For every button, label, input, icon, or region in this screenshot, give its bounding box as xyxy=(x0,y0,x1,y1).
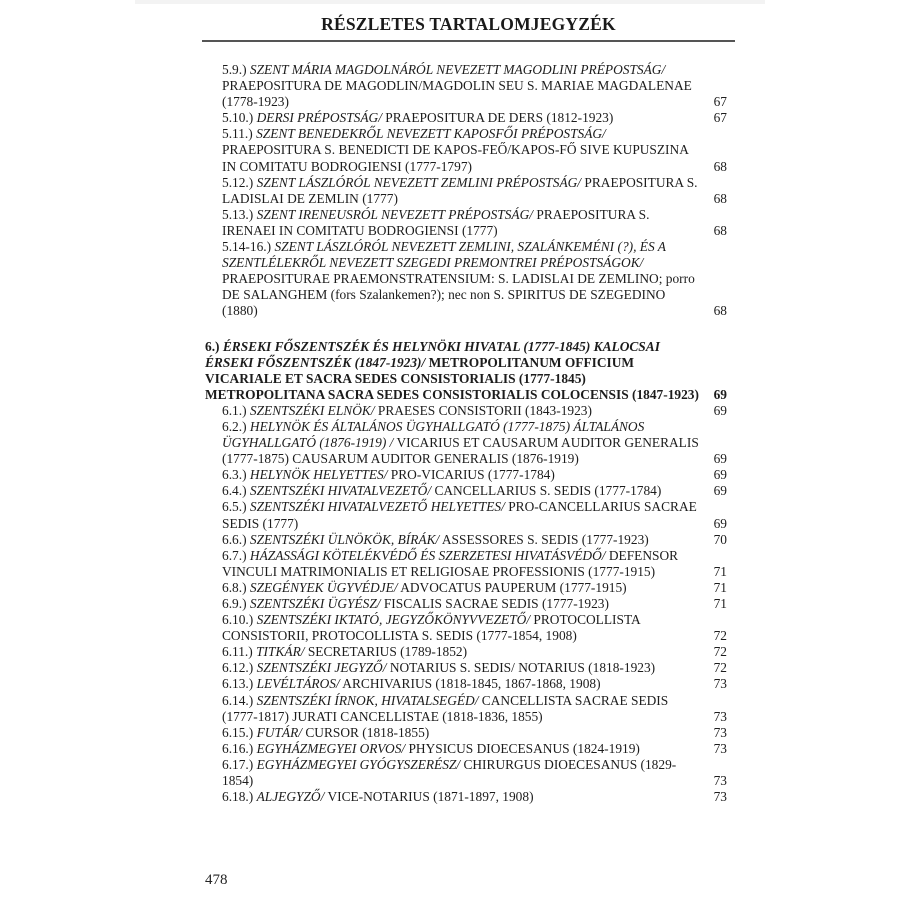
section-6-entries xyxy=(205,403,727,805)
entry-page: 67 xyxy=(713,94,727,110)
entry-page: 69 xyxy=(713,483,727,499)
entry-number: 5.10.) xyxy=(222,110,254,126)
entry-page: 69 xyxy=(713,515,727,531)
toc-entry[interactable] xyxy=(205,110,727,126)
entry-title-hungarian: FUTÁR/ xyxy=(256,724,302,740)
entry-number: 6.16.) xyxy=(222,740,254,756)
toc-entry[interactable] xyxy=(205,403,727,419)
entry-title-hungarian: EGYHÁZMEGYEI ORVOS/ xyxy=(256,740,406,756)
toc-entry[interactable] xyxy=(205,741,727,757)
toc-entry[interactable] xyxy=(205,207,727,239)
entry-page: 71 xyxy=(713,579,727,595)
entry-title-latin: FISCALIS SACRAE SEDIS (1777-1923) xyxy=(383,596,609,611)
entry-page: 73 xyxy=(713,676,727,692)
entry-title-hungarian: LEVÉLTÁROS/ xyxy=(256,676,340,692)
entry-title-latin: VICARIUS ET CAUSARUM AUDITOR GENERALIS (1777-1875) CAUSARUM AUDITOR GENERALIS (1876-1919) xyxy=(222,435,699,467)
entry-number: 6.13.) xyxy=(222,676,254,692)
scan-edge xyxy=(135,0,765,4)
entry-title-latin: PRAEPOSITURAE PRAEMONSTRATENSIUM: S. LADISLAI DE ZEMLINO; porro DE SALANGHEM (fors Szalankemen?); nec non S. SPIRITUS DE SZEGEDINO (1880) xyxy=(222,271,695,319)
entry-title-hungarian: SZENTSZÉKI HIVATALVEZETŐ/ xyxy=(249,483,432,499)
entry-title-hungarian: SZENTSZÉKI JEGYZŐ/ xyxy=(256,660,387,676)
toc-entry[interactable] xyxy=(205,693,727,725)
entry-page: 71 xyxy=(713,563,727,579)
entry-number: 6.8.) xyxy=(222,579,247,595)
entry-title-hungarian: SZENTSZÉKI ÍRNOK, HIVATALSEGÉD/ xyxy=(256,692,479,708)
entry-number: 6.18.) xyxy=(222,789,254,805)
entry-title-latin: VICE-NOTARIUS (1871-1897, 1908) xyxy=(327,789,534,805)
entry-number: 6.4.) xyxy=(222,483,247,499)
entry-title-hungarian: ALJEGYZŐ/ xyxy=(256,789,325,805)
toc-entry[interactable] xyxy=(205,789,727,805)
entry-page: 68 xyxy=(713,190,727,206)
entry-number: 6.5.) xyxy=(222,499,247,515)
entry-number: 6.6.) xyxy=(222,531,247,547)
toc-entry[interactable] xyxy=(205,725,727,741)
entry-title-hungarian: ÉRSEKI FŐSZENTSZÉK ÉS HELYNÖKI HIVATAL (1777-1845) KALOCSAI ÉRSEKI FŐSZENTSZÉK (1847-1923)/ xyxy=(205,338,660,370)
entry-title-latin: CURSOR (1818-1855) xyxy=(305,724,430,740)
entry-title-hungarian: SZENT LÁSZLÓRÓL NEVEZETT ZEMLINI, SZALÁNKEMÉNI (?), ÉS A SZENTLÉLEKRŐL NEVEZETT SZEGEDI PREMONTREI PRÉPOSTSÁGOK/ xyxy=(222,239,666,271)
entry-title-latin: DEFENSOR VINCULI MATRIMONIALIS ET RELIGIOSAE PROFESSIONIS (1777-1915) xyxy=(222,547,679,579)
entry-title-hungarian: SZENTSZÉKI ÜLNÖKÖK, BÍRÁK/ xyxy=(249,531,440,547)
entry-title-latin: PROTOCOLLISTA CONSISTORII, PROTOCOLLISTA S. SEDIS (1777-1854, 1908) xyxy=(222,612,640,644)
entry-number: 6.11.) xyxy=(222,644,253,660)
entry-title-hungarian: SZENT MÁRIA MAGDOLNÁRÓL NEVEZETT MAGODLINI PRÉPOSTSÁG/ xyxy=(249,62,666,77)
entry-title-hungarian: HELYNÖK ÉS ÁLTALÁNOS ÜGYHALLGATÓ (1777-1875) ÁLTALÁNOS ÜGYHALLGATÓ (1876-1919) / xyxy=(222,418,645,451)
entry-title-hungarian: HELYNÖK HELYETTES/ xyxy=(249,467,388,483)
entry-page: 72 xyxy=(713,660,727,676)
toc-entry[interactable] xyxy=(205,548,727,580)
entry-title-hungarian: HÁZASSÁGI KÖTELÉKVÉDŐ ÉS SZERZETESI HIVATÁSVÉDŐ/ xyxy=(249,547,606,563)
entry-number: 6.15.) xyxy=(222,724,254,740)
entry-page: 73 xyxy=(713,773,727,789)
entry-title-hungarian: SZENT LÁSZLÓRÓL NEVEZETT ZEMLINI PRÉPOSTSÁG/ xyxy=(256,174,582,190)
toc-entry[interactable] xyxy=(205,580,727,596)
entry-title-latin: PRAEPOSITURA S. BENEDICTI DE KAPOS-FEŐ/KAPOS-FŐ SIVE KUPUSZINA IN COMITATU BODROGIENSI (1777-1797) xyxy=(222,142,689,174)
entry-number: 5.9.) xyxy=(222,62,247,77)
entry-page: 71 xyxy=(713,596,727,611)
entry-title-hungarian: DERSI PRÉPOSTSÁG/ xyxy=(256,110,382,126)
toc-entry[interactable] xyxy=(205,483,727,499)
entry-title-latin: ADVOCATUS PAUPERUM (1777-1915) xyxy=(400,579,627,595)
toc-entry[interactable] xyxy=(205,62,727,110)
section-5-entries xyxy=(205,62,727,320)
entry-page: 69 xyxy=(713,402,727,418)
entry-number: 6.12.) xyxy=(222,660,254,676)
toc-entry[interactable] xyxy=(205,660,727,676)
entry-title-latin: PRAEPOSITURA DE MAGODLIN/MAGDOLIN SEU S. MARIAE MAGDALENAE (1778-1923) xyxy=(222,78,692,110)
entry-title-hungarian: SZENTSZÉKI ÜGYÉSZ/ xyxy=(249,596,381,611)
entry-title-hungarian: EGYHÁZMEGYEI GYÓGYSZERÉSZ/ xyxy=(256,756,461,772)
entry-page: 69 xyxy=(713,386,727,402)
entry-page: 67 xyxy=(713,110,727,126)
entry-title-latin: SECRETARIUS (1789-1852) xyxy=(307,644,468,660)
entry-title-latin: METROPOLITANUM OFFICIUM VICARIALE ET SACRA SEDES CONSISTORIALIS (1777-1845) METROPOLITANA SACRA SEDES CONSISTORIALIS COLOCENSIS (1847-1923) xyxy=(205,354,699,402)
toc-entry[interactable] xyxy=(205,499,727,531)
entry-page: 69 xyxy=(713,451,727,467)
entry-number: 5.11.) xyxy=(222,126,253,142)
entry-title-latin: PRAEPOSITURA DE DERS (1812-1923) xyxy=(385,110,614,126)
page-number: 478 xyxy=(205,872,228,888)
entry-page: 68 xyxy=(713,222,727,238)
entry-page: 73 xyxy=(713,789,727,805)
entry-page: 68 xyxy=(713,158,727,174)
entry-number: 5.14-16.) xyxy=(222,239,272,255)
entry-title-latin: PRAEPOSITURA S. IRENAEI IN COMITATU BODROGIENSI (1777) xyxy=(222,206,650,238)
entry-number: 6.3.) xyxy=(222,467,247,483)
entry-title-hungarian: SZEGÉNYEK ÜGYVÉDJE/ xyxy=(249,579,398,595)
entry-title-latin: PRO-CANCELLARIUS SACRAE SEDIS (1777) xyxy=(222,499,697,531)
entry-title-hungarian: SZENTSZÉKI HIVATALVEZETŐ HELYETTES/ xyxy=(249,499,505,515)
entry-number: 6.) xyxy=(205,338,220,354)
toc-entry[interactable] xyxy=(205,239,727,319)
entry-number: 6.1.) xyxy=(222,402,247,418)
entry-number: 6.14.) xyxy=(222,692,254,708)
entry-page: 72 xyxy=(713,628,727,644)
entry-page: 73 xyxy=(713,740,727,756)
entry-page: 73 xyxy=(713,724,727,740)
toc-entry[interactable] xyxy=(205,175,727,207)
entry-title-latin: ARCHIVARIUS (1818-1845, 1867-1868, 1908) xyxy=(342,676,601,692)
toc-entry[interactable] xyxy=(205,676,727,692)
entry-title-hungarian: SZENTSZÉKI ELNÖK/ xyxy=(249,402,375,418)
entry-title-latin: PRO-VICARIUS (1777-1784) xyxy=(390,467,555,483)
entry-number: 6.17.) xyxy=(222,756,254,772)
entry-title-latin: ASSESSORES S. SEDIS (1777-1923) xyxy=(441,531,649,547)
page-title: RÉSZLETES TARTALOMJEGYZÉK xyxy=(321,14,616,34)
toc-entry[interactable] xyxy=(205,467,727,483)
entry-number: 6.9.) xyxy=(222,596,247,611)
toc-entry[interactable] xyxy=(205,126,727,174)
title-rule xyxy=(202,40,735,42)
entry-page: 69 xyxy=(713,467,727,483)
table-of-contents xyxy=(205,62,727,805)
entry-page: 70 xyxy=(713,531,727,547)
section-6-heading[interactable] xyxy=(205,339,727,403)
entry-title-latin: CANCELLARIUS S. SEDIS (1777-1784) xyxy=(434,483,662,499)
toc-entry[interactable] xyxy=(205,419,727,467)
toc-entry[interactable] xyxy=(205,644,727,660)
entry-title-latin: PHYSICUS DIOECESANUS (1824-1919) xyxy=(408,740,640,756)
entry-title-latin: PRAESES CONSISTORII (1843-1923) xyxy=(377,402,592,418)
entry-title-hungarian: SZENT IRENEUSRÓL NEVEZETT PRÉPOSTSÁG/ xyxy=(256,206,534,222)
entry-number: 6.7.) xyxy=(222,547,247,563)
toc-entry[interactable] xyxy=(205,757,727,789)
toc-entry[interactable] xyxy=(205,532,727,548)
entry-title-hungarian: TITKÁR/ xyxy=(256,644,305,660)
entry-title-latin: CANCELLISTA SACRAE SEDIS (1777-1817) JURATI CANCELLISTAE (1818-1836, 1855) xyxy=(222,692,669,724)
entry-title-hungarian: SZENTSZÉKI IKTATÓ, JEGYZŐKÖNYVVEZETŐ/ xyxy=(256,612,531,628)
entry-page: 72 xyxy=(713,644,727,660)
toc-entry[interactable] xyxy=(205,612,727,644)
entry-page: 68 xyxy=(713,303,727,319)
entry-title-hungarian: SZENT BENEDEKRŐL NEVEZETT KAPOSFŐI PRÉPOSTSÁG/ xyxy=(256,126,606,142)
entry-title-latin: CHIRURGUS DIOECESANUS (1829-1854) xyxy=(222,756,677,789)
entry-page: 73 xyxy=(713,708,727,724)
entry-number: 5.13.) xyxy=(222,206,254,222)
toc-entry[interactable] xyxy=(205,596,727,612)
entry-title-latin: PRAEPOSITURA S. LADISLAI DE ZEMLIN (1777) xyxy=(222,174,698,206)
entry-title-latin: NOTARIUS S. SEDIS/ NOTARIUS (1818-1923) xyxy=(389,660,656,676)
entry-number: 6.10.) xyxy=(222,612,254,628)
entry-number: 6.2.) xyxy=(222,418,247,434)
entry-number: 5.12.) xyxy=(222,174,254,190)
